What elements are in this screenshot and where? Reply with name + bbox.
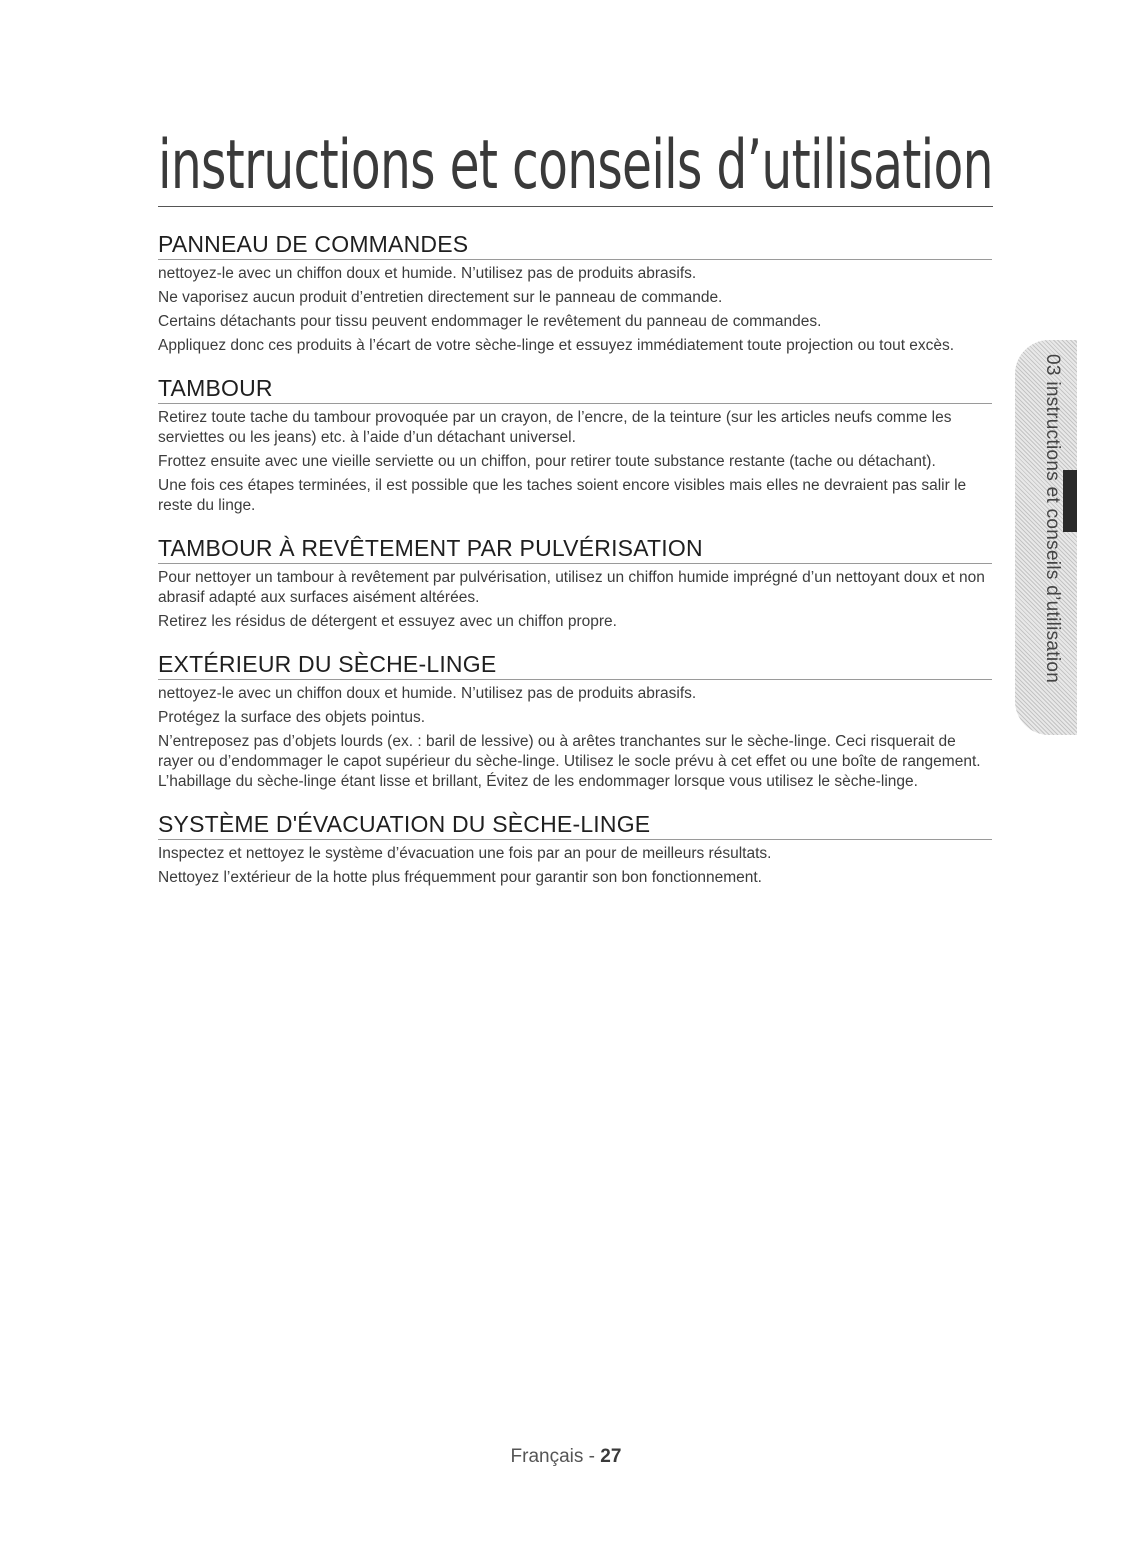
section-heading: EXTÉRIEUR DU SÈCHE-LINGE xyxy=(158,650,992,680)
paragraph: Ne vaporisez aucun produit d’entretien directement sur le panneau de commande. xyxy=(158,289,723,306)
chapter-side-tab xyxy=(1015,340,1077,735)
chapter-tab-label: 03 instructions et conseils d’utilisation xyxy=(1042,354,1063,684)
paragraph: nettoyez-le avec un chiffon doux et humide. N’utilisez pas de produits abrasifs. xyxy=(158,685,697,702)
paragraph: Une fois ces étapes terminées, il est possible que les taches soient encore visibles mais elles ne devraient pas salir le reste du linge. xyxy=(158,477,967,514)
page-title: instructions et conseils d’utilisation xyxy=(158,126,993,205)
section-heading: SYSTÈME D'ÉVACUATION DU SÈCHE-LINGE xyxy=(158,810,992,840)
section-exhaust-system xyxy=(158,810,992,888)
section-heading: TAMBOUR À REVÊTEMENT PAR PULVÉRISATION xyxy=(158,534,992,564)
footer-language: Français - xyxy=(510,1446,601,1467)
paragraph: Inspectez et nettoyez le système d’évacuation une fois par an pour de meilleurs résultats. xyxy=(158,845,772,862)
paragraph: Nettoyez l’extérieur de la hotte plus fréquemment pour garantir son bon fonctionnement. xyxy=(158,869,762,886)
section-control-panel xyxy=(158,230,992,356)
paragraph: Certains détachants pour tissu peuvent endommager le revêtement du panneau de commandes. xyxy=(158,313,822,330)
section-drum xyxy=(158,374,992,516)
page-footer xyxy=(0,1446,1132,1468)
paragraph: Pour nettoyer un tambour à revêtement par pulvérisation, utilisez un chiffon humide imprégné d’un nettoyant doux et non abrasif adapté aux surfaces aisément altérées. xyxy=(158,569,985,606)
page-number: 27 xyxy=(600,1446,622,1467)
section-coated-drum xyxy=(158,534,992,632)
paragraph: Retirez les résidus de détergent et essuyez avec un chiffon propre. xyxy=(158,613,617,630)
main-content xyxy=(158,230,992,906)
paragraph: Frottez ensuite avec une vieille serviette ou un chiffon, pour retirer toute substance restante (tache ou détachant). xyxy=(158,453,936,470)
section-heading: PANNEAU DE COMMANDES xyxy=(158,230,992,260)
paragraph: Appliquez donc ces produits à l’écart de votre sèche-linge et essuyez immédiatement toute projection ou tout excès. xyxy=(158,337,955,354)
chapter-marker xyxy=(1063,470,1077,532)
section-dryer-exterior xyxy=(158,650,992,792)
section-heading: TAMBOUR xyxy=(158,374,992,404)
paragraph: N’entreposez pas d’objets lourds (ex. : baril de lessive) ou à arêtes tranchantes sur le sèche-linge. Ceci risquerait de rayer ou d’endommager le capot supérieur du sèche-linge. Utilisez le socle prévu à cet effet ou une boîte de rangement. L’habillage du sèche-linge étant lisse et brillant, Évitez de les endommager lorsque vous utilisez le sèche-linge. xyxy=(158,733,981,790)
paragraph: Retirez toute tache du tambour provoquée par un crayon, de l’encre, de la teinture (sur les articles neufs comme les serviettes ou les jeans) etc. à l’aide d’un détachant universel. xyxy=(158,409,952,446)
paragraph: Protégez la surface des objets pointus. xyxy=(158,709,426,726)
paragraph: nettoyez-le avec un chiffon doux et humide. N’utilisez pas de produits abrasifs. xyxy=(158,265,697,282)
